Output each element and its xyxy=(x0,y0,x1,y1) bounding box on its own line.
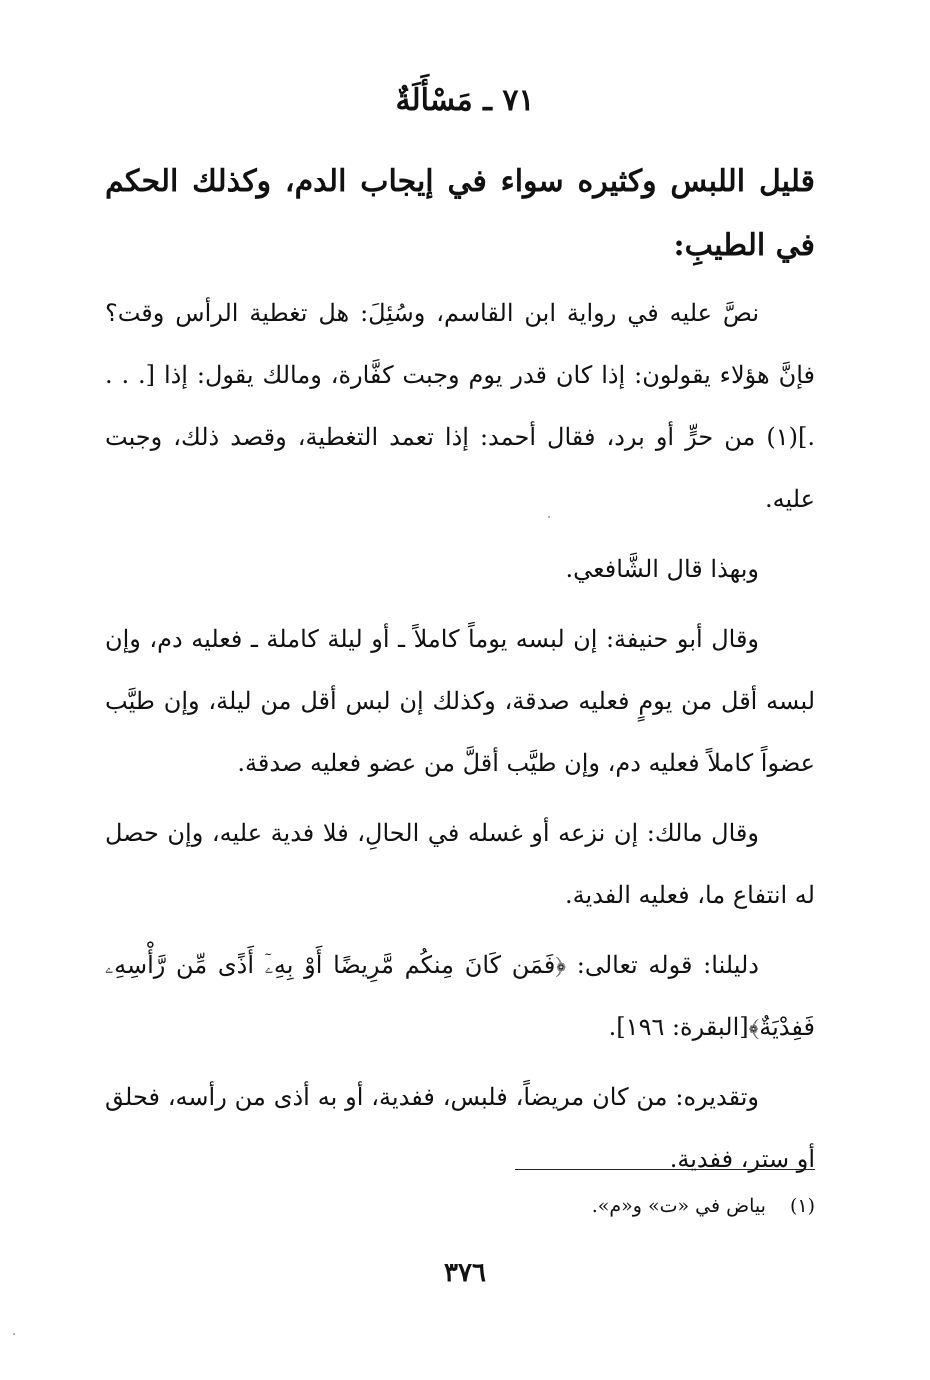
section-title: ٧١ ـ مَسْأَلَةٌ xyxy=(395,83,535,118)
paragraph: وقال أبو حنيفة: إن لبسه يوماً كاملاً ـ أو ليلة كاملة ـ فعليه دم، وإن لبسه أقل من يومٍ فعليه صدقة، وكذلك إن لبس أقل من ليلة، وإن طيَّب عضواً كاملاً فعليه دم، وإن طيَّب أقلَّ من عضو فعليه صدقة. xyxy=(105,625,816,777)
paragraph: وبهذا قال الشَّافعي. xyxy=(565,555,759,583)
paragraph: وقال مالك: إن نزعه أو غسله في الحالِ، فلا فدية عليه، وإن حصل له انتفاع ما، فعليه الفدية. xyxy=(105,819,815,909)
page-number: ٣٧٦ xyxy=(444,1258,486,1288)
scan-speck xyxy=(13,1333,15,1335)
paragraph: نصَّ عليه في رواية ابن القاسم، وسُئِلَ: هل تغطية الرأس وقت؟ فإنَّ هؤلاء يقولون: إذا كان قدر يوم وجبت كفَّارة، ومالك يقول: إذا [. . . .](١) من حرٍّ أو برد، فقال أحمد: إذا تعمد التغطية، وقصد ذلك، وجبت عليه. xyxy=(105,299,815,513)
footnote-number: (١) xyxy=(789,1195,815,1217)
body-text xyxy=(105,282,815,1198)
issue-heading: قليل اللبس وكثيره سواء في إيجاب الدم، وكذلك الحكم في الطيبِ: xyxy=(105,164,815,263)
footnote-divider xyxy=(515,1169,815,1170)
paragraph: دليلنا: قوله تعالى: ﴿فَمَن كَانَ مِنكُم مَّرِيضًا أَوْ بِهِۦٓ أَذًى مِّن رَّأْسِهِۦ فَفِدْيَةٌ﴾[البقرة: ١٩٦]. xyxy=(105,951,815,1041)
scan-speck xyxy=(548,516,550,518)
paragraph: وتقديره: من كان مريضاً، فلبس، ففدية، أو به أذى من رأسه، فحلق أو ستر، ففدية. xyxy=(105,1083,815,1173)
footnote xyxy=(105,1190,815,1222)
footnote-text: بياض في «ت» و«م». xyxy=(591,1195,766,1217)
